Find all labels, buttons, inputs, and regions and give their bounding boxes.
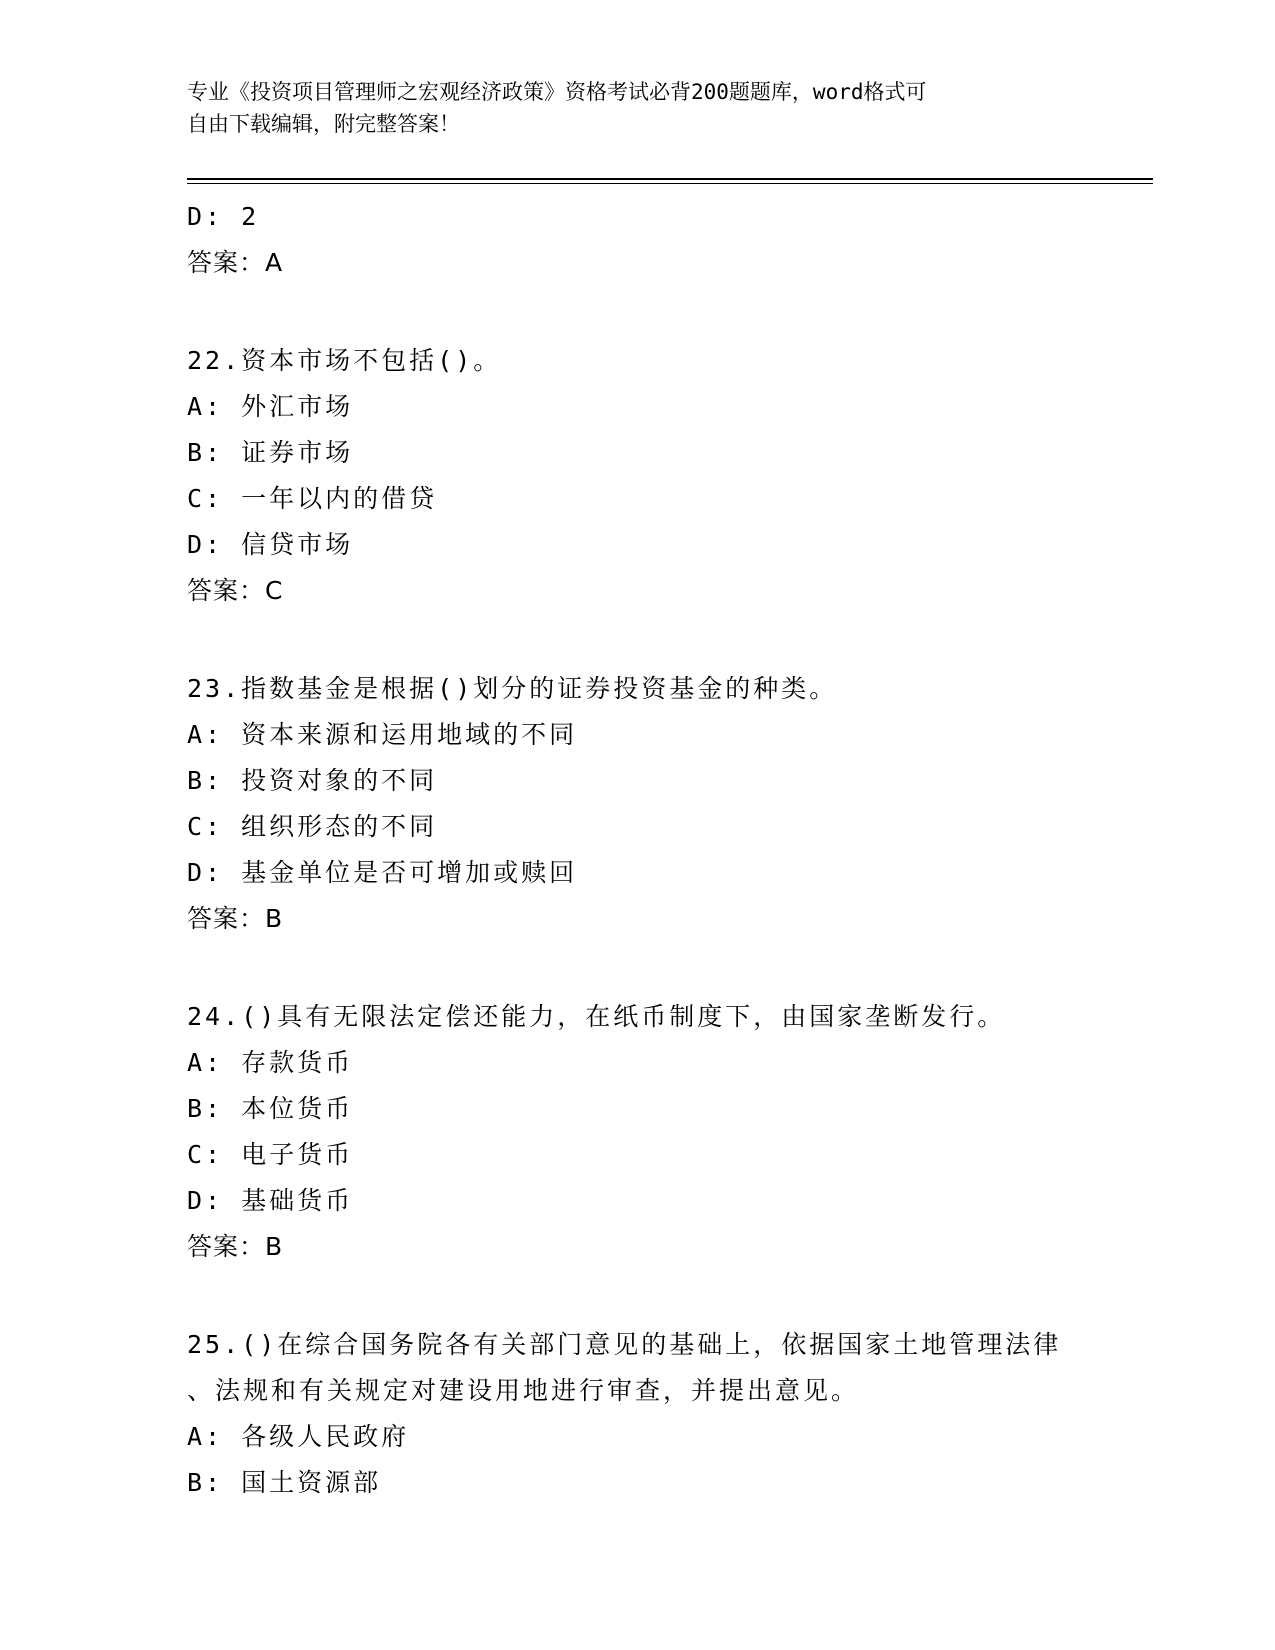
header-title-line-1: 专业《投资项目管理师之宏观经济政策》资格考试必背200题题库，word格式可 (187, 80, 927, 104)
header-divider-thin (187, 183, 1153, 184)
question-stem-line-1: 25.()在综合国务院各有关部门意见的基础上，依据国家土地管理法律 (187, 1330, 1062, 1359)
header-divider-thick (187, 178, 1153, 180)
option-c: C: 组织形态的不同 (187, 812, 438, 841)
option-b: B: 国土资源部 (187, 1468, 382, 1497)
option-d: D: 基金单位是否可增加或赎回 (187, 858, 578, 887)
answer-line: 答案：B (187, 1232, 284, 1261)
option-a: A: 外汇市场 (187, 392, 354, 421)
answer-line: 答案：A (187, 248, 284, 277)
question-22 (187, 338, 1153, 614)
option-d: D: 基础货币 (187, 1186, 354, 1215)
question-stem-line-2: 、法规和有关规定对建设用地进行审查，并提出意见。 (187, 1376, 860, 1405)
option-b: B: 本位货币 (187, 1094, 354, 1123)
option-b: B: 证券市场 (187, 438, 354, 467)
question-stem: 22.资本市场不包括()。 (187, 346, 502, 375)
question-list (187, 194, 1153, 1506)
header-title-line-2: 自由下载编辑，附完整答案！ (187, 112, 460, 136)
option-a: A: 各级人民政府 (187, 1422, 410, 1451)
option-a: A: 资本来源和运用地域的不同 (187, 720, 578, 749)
option-b: B: 投资对象的不同 (187, 766, 438, 795)
answer-line: 答案：B (187, 904, 284, 933)
question-24 (187, 994, 1153, 1270)
option-a: A: 存款货币 (187, 1048, 354, 1077)
question-stem: 24.()具有无限法定偿还能力，在纸币制度下，由国家垄断发行。 (187, 1002, 1006, 1031)
option-c: C: 电子货币 (187, 1140, 354, 1169)
option-c: C: 一年以内的借贷 (187, 484, 438, 513)
question-stem: 23.指数基金是根据()划分的证券投资基金的种类。 (187, 674, 838, 703)
question-25 (187, 1322, 1153, 1506)
option-d: D: 信贷市场 (187, 530, 354, 559)
page-header (187, 76, 1087, 140)
question-23 (187, 666, 1153, 942)
answer-line: 答案：C (187, 576, 284, 605)
option-d: D: 2 (187, 202, 260, 231)
